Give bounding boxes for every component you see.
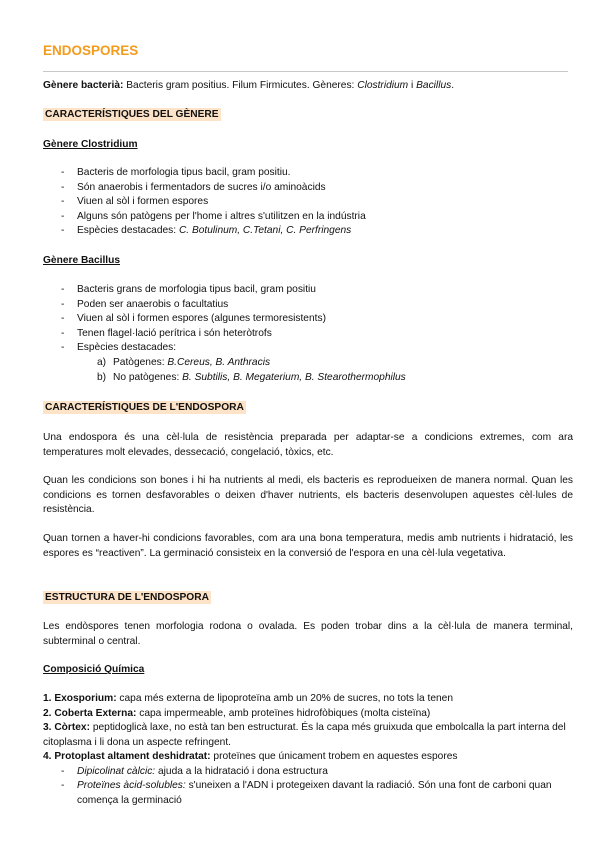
item-label: Protoplast altament deshidratat: (54, 751, 211, 762)
intro-end: . (451, 80, 455, 91)
bacillus-species-list (43, 356, 573, 385)
subheading-composition-text: Composició Química (43, 664, 145, 675)
item-text: ajuda a la hidratació i dona estructura (155, 765, 328, 777)
bacillus-list (43, 283, 573, 356)
list-item: - Bacteris de morfologia tipus bacil, gram positiu. (43, 166, 573, 181)
composition-list (43, 692, 573, 808)
paragraph: Una endospora és una cèl·lula de resistència preparada per adaptar-se a condicions extremes, com ara temperatures molt elevades, dessecació, congelació, tòxics, etc. (43, 432, 573, 458)
subheading-clostridium-text: Gènere Clostridium (43, 139, 138, 150)
item-label: Exosporium: (54, 693, 117, 704)
species-category: No patògenes: (113, 371, 183, 383)
species-label: Espècies destacades: (77, 225, 179, 236)
protoplast-sublist (43, 765, 573, 809)
section-heading-structure (43, 591, 573, 606)
list-item: - Viuen al sòl i formen espores (algunes termoresistents) (43, 312, 573, 327)
intro-genus-2: Bacillus (416, 80, 452, 91)
section-heading-endospore (43, 401, 573, 416)
list-item (43, 779, 573, 808)
item-label: Còrtex: (54, 722, 90, 733)
list-item: - Alguns són patògens per l'home i altres s'utilitzen en la indústria (43, 210, 573, 225)
species-names: B. Subtilis, B. Megaterium, B. Stearothermophilus (182, 371, 406, 383)
list-item (43, 692, 573, 707)
species-category: Patògenes: (113, 357, 168, 368)
item-text: proteïnes que únicament trobem en aquestes espores (210, 751, 458, 762)
item-number: 2. (43, 707, 55, 719)
subheading-bacillus-text: Gènere Bacillus (43, 255, 121, 266)
title-divider (43, 71, 568, 72)
list-item (43, 371, 573, 386)
item-number: 4. (43, 751, 55, 762)
intro-text: Bacteris gram positius. Filum Firmicutes. Gèneres: (123, 80, 358, 91)
list-marker: a) (97, 357, 107, 368)
item-term: Proteïnes àcid-solubles: (77, 780, 186, 791)
item-text: s'uneixen a l'ADN i protegeixen davant la radiació. Són una font de carboni quan comença la germinació (77, 780, 552, 806)
section-heading-structure-text: ESTRUCTURA DE L'ENDOSPORA (45, 592, 209, 603)
species-names: C. Botulinum, C.Tetani, C. Perfringens (178, 225, 352, 236)
list-item (43, 356, 573, 371)
item-text: capa més externa de lipoproteïna amb un 20% de sucres, no tots la tenen (116, 693, 453, 704)
item-number: 1. (43, 693, 55, 704)
list-item (43, 224, 573, 239)
intro-and: i (408, 80, 417, 91)
subheading-bacillus (43, 254, 573, 269)
section-heading-genus-text: CARACTERÍSTIQUES DEL GÈNERE (45, 109, 219, 120)
list-item: - Tenen flagel·lació perítrica i són heteròtrofs (43, 327, 573, 342)
item-text: capa impermeable, amb proteïnes hidrofòbiques (molta cisteïna) (136, 707, 431, 719)
list-item: - Poden ser anaerobis o facultatius (43, 298, 573, 313)
list-item (43, 765, 573, 780)
item-text: peptidoglicà laxe, no està tan ben estructurat. És la capa més gruixuda que embolcalla la part interna del citoplasma i li dona un aspecte refringent. (43, 722, 566, 748)
list-item: - Viuen al sòl i formen espores (43, 195, 573, 210)
list-item: - Són anaerobis i fermentadors de sucres i/o aminoàcids (43, 181, 573, 196)
intro-label: Gènere bacterià: (43, 80, 124, 91)
intro-genus-1: Clostridium (357, 80, 409, 91)
item-term: Dipicolinat càlcic: (77, 765, 156, 777)
section-heading-endospore-text: CARACTERÍSTIQUES DE L'ENDOSPORA (45, 402, 244, 413)
subheading-composition (43, 663, 573, 678)
list-item (43, 707, 573, 722)
item-number: 3. (43, 722, 55, 733)
item-label: Coberta Externa: (54, 707, 137, 719)
genus-intro (43, 79, 573, 94)
list-item: - Bacteris grans de morfologia tipus bacil, gram positiu (43, 283, 573, 298)
list-marker: b) (97, 371, 107, 383)
paragraph: Les endòspores tenen morfologia rodona o ovalada. Es poden trobar dins a la cèl·lula de manera terminal, subterminal o central. (43, 621, 573, 647)
list-item (43, 750, 573, 765)
section-heading-genus (43, 108, 573, 123)
list-item (43, 721, 573, 750)
subheading-clostridium (43, 138, 573, 153)
paragraph: Quan tornen a haver-hi condicions favorables, com ara una bona temperatura, medis amb nutrients i hidratació, les espores es “reactiven”. La germinació consisteix en la conversió de l'espora en una cèl·lula vegetativa. (43, 533, 573, 559)
clostridium-list (43, 166, 573, 239)
paragraph: Quan les condicions son bones i hi ha nutrients al medi, els bacteris es reprodueixen de manera normal. Quan les condicions es tornen desfavorables o deixen d'haver nutrients, els bacteris desenvolupen aquestes cèl·lules de resistència. (43, 475, 573, 515)
list-item: - Espècies destacades: (43, 341, 573, 356)
species-names: B.Cereus, B. Anthracis (167, 357, 271, 368)
document-title: ENDOSPORES (43, 43, 139, 58)
